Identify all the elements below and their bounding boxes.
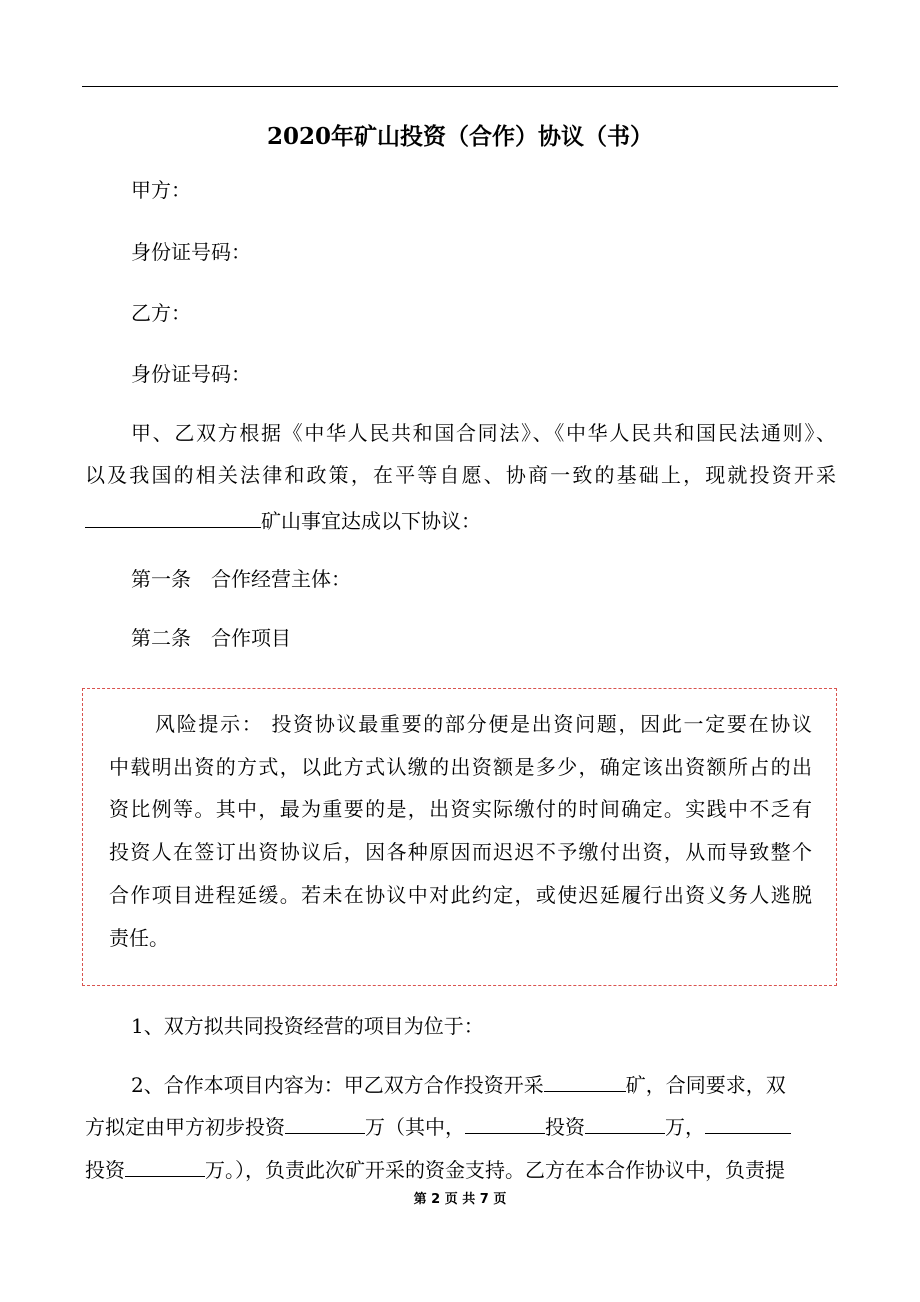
investor-2-blank[interactable] xyxy=(705,1113,791,1134)
item-2-line-2 xyxy=(85,1113,791,1141)
intro-line-3-text: 矿山事宜达成以下协议： xyxy=(261,509,481,533)
party-b-id-label: 身份证号码： xyxy=(131,362,251,386)
risk-line-4: 投资人在签订出资协议后，因各种原因而迟迟不予缴付出资，从而导致整个 xyxy=(109,840,812,864)
item-2-line-1-a: 2、合作本项目内容为：甲乙双方合作投资开采 xyxy=(131,1073,544,1097)
investor-1-blank[interactable] xyxy=(465,1113,545,1134)
item-2-line-2-d: 万， xyxy=(665,1115,705,1139)
party-b-label: 乙方： xyxy=(131,301,191,325)
intro-line-1: 甲、乙双方根据《中华人民共和国合同法》、《中华人民共和国民法通则》、 xyxy=(131,421,836,445)
risk-line-1: 风险提示： 投资协议最重要的部分便是出资问题，因此一定要在协议 xyxy=(155,712,812,736)
item-2-line-3 xyxy=(85,1156,785,1184)
item-2-line-1 xyxy=(131,1071,786,1099)
article-1: 第一条 合作经营主体： xyxy=(131,567,351,591)
risk-notice-box xyxy=(82,688,837,986)
page-number: 第 2 页 共 7 页 xyxy=(413,1192,507,1207)
document-title: 2020年矿山投资（合作）协议（书） xyxy=(266,123,653,150)
risk-line-6: 责任。 xyxy=(109,926,169,950)
item-2-line-3-b: 万。），负责此次矿开采的资金支持。乙方在本合作协议中，负责提 xyxy=(205,1158,785,1182)
party-a-label: 甲方： xyxy=(131,178,191,202)
total-investment-blank[interactable] xyxy=(285,1113,365,1134)
risk-line-3: 资比例等。其中，最为重要的是，出资实际缴付的时间确定。实践中不乏有 xyxy=(109,797,812,821)
item-1: 1、双方拟共同投资经营的项目为位于： xyxy=(131,1014,484,1038)
header-rule xyxy=(82,86,838,87)
article-2: 第二条 合作项目 xyxy=(131,626,291,650)
mine-type-blank[interactable] xyxy=(544,1071,626,1092)
intro-line-2: 以及我国的相关法律和政策，在平等自愿、协商一致的基础上，现就投资开采 xyxy=(85,463,836,487)
risk-line-2: 中载明出资的方式，以此方式认缴的出资额是多少，确定该出资额所占的出 xyxy=(109,755,812,779)
mine-name-blank[interactable] xyxy=(85,507,261,528)
item-2-line-2-a: 方拟定由甲方初步投资 xyxy=(85,1115,285,1139)
risk-line-5: 合作项目进程延缓。若未在协议中对此约定，或使迟延履行出资义务人逃脱 xyxy=(109,883,812,907)
item-2-line-1-b: 矿，合同要求，双 xyxy=(625,1073,786,1097)
investor-1-amount-blank[interactable] xyxy=(585,1113,665,1134)
item-2-line-3-a: 投资 xyxy=(85,1158,125,1182)
item-2-line-2-c: 投资 xyxy=(545,1115,585,1139)
intro-line-3 xyxy=(85,507,481,535)
item-2-line-2-b: 万（其中， xyxy=(365,1115,465,1139)
party-a-id-label: 身份证号码： xyxy=(131,240,251,264)
investor-2-amount-blank[interactable] xyxy=(125,1156,205,1177)
